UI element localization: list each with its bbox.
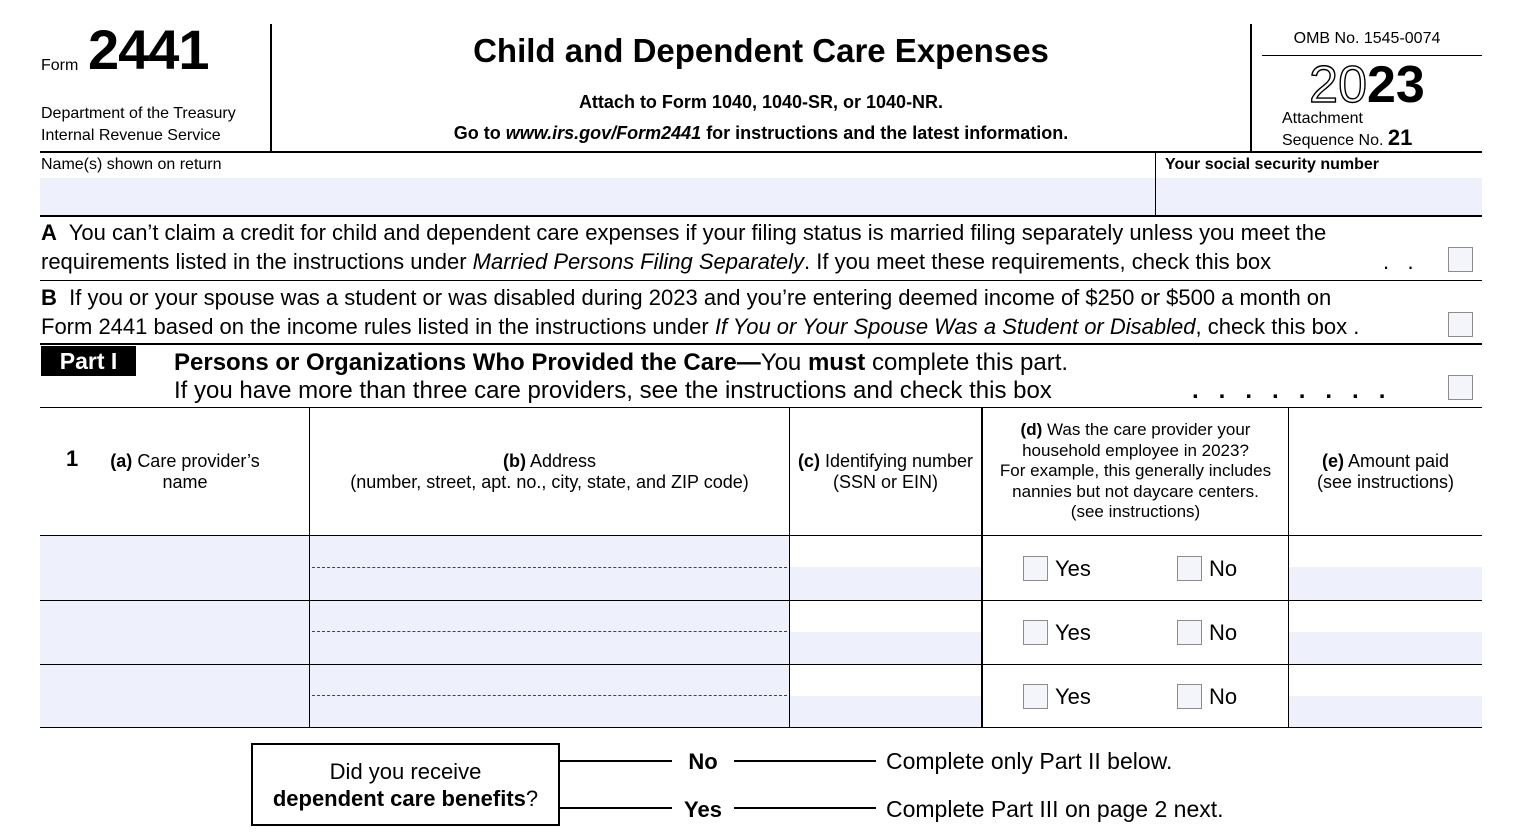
benefits-question-bold: dependent care benefits [272,786,526,811]
col-d-line-5: (see instructions) [1070,502,1201,521]
col-e-line-1: Amount paid [1347,451,1450,471]
part-1-rule [40,407,1482,408]
question-a-rule [40,280,1482,281]
col-b-title [310,451,789,472]
sequence-text: Sequence No. [1282,132,1384,149]
question-a-line-1 [41,219,1326,246]
question-a-letter: A [41,220,57,245]
household-employee-yes-checkbox[interactable] [1023,620,1048,645]
col-e-title [1289,451,1482,472]
address-divider [312,695,787,696]
no-label: No [1209,620,1238,645]
col-a-line-2: name [162,472,208,492]
form-word: Form [41,57,79,74]
form-title: Child and Dependent Care Expenses [473,32,1049,69]
no-label: No [1209,556,1238,581]
household-employee-no-checkbox[interactable] [1177,684,1202,709]
col-c-letter: (c) [797,451,820,471]
question-a-italic: Married Persons Filing Separately [472,249,805,274]
address-divider [312,631,787,632]
goto-post: for instructions and the latest information. [701,123,1069,143]
attach-line: Attach to Form 1040, 1040-SR, or 1040-NR. [578,92,944,112]
part-1-checkbox[interactable] [1448,375,1473,400]
household-employee-no-checkbox[interactable] [1177,620,1202,645]
address-divider [312,567,787,568]
address-input[interactable] [310,665,789,727]
question-b-rule [40,343,1482,345]
care-provider-name-input[interactable] [40,665,309,727]
col-e-letter: (e) [1321,451,1344,471]
care-provider-name-input[interactable] [40,601,309,664]
yes-label: Yes [1055,684,1091,709]
identifying-number-input[interactable] [790,567,981,600]
col-b-line-1: Address [529,451,597,471]
part-1-title [174,349,1068,377]
col-a-header [60,446,310,493]
col-d-line-3: For example, this generally includes [999,461,1272,480]
identifying-number-input[interactable] [790,632,981,664]
part-1-instructions: If you have more than three care providers, see the instructions and check this box [174,377,1052,404]
col-b-line-2: (number, street, apt. no., city, state, and ZIP code) [350,472,749,492]
question-b-checkbox[interactable] [1448,312,1473,337]
amount-paid-input[interactable] [1289,632,1482,664]
question-b-post: , check this box . [1195,314,1360,339]
household-employee-no-checkbox[interactable] [1177,556,1202,581]
household-employee-yes-checkbox[interactable] [1023,684,1048,709]
benefits-question-line-1: Did you receive [329,759,482,784]
name-bottom-rule [40,215,1482,217]
benefits-question-line-2 [253,785,558,812]
header-bottom-rule [40,151,1482,153]
name-input[interactable] [40,178,1155,215]
col-d-line-4: nannies but not daycare centers. [1012,481,1259,501]
col-a-letter: (a) [110,451,133,471]
yes-label: Yes [1055,620,1091,645]
identifying-number-input[interactable] [790,696,981,727]
question-b-text-1: If you or your spouse was a student or was disabled during 2023 and you’re entering deemed income of $250 or $500 a month on [69,285,1332,310]
part-1-title-must: must [807,349,866,376]
col-b-letter: (b) [502,451,526,471]
question-a-post: . If you meet these requirements, check this box [804,249,1272,274]
question-a-pre: requirements listed in the instructions under [41,249,473,274]
part-1-title-you: You [760,349,808,376]
question-b-line-2 [41,313,1359,340]
col-a-title [60,451,310,472]
col-a-line-1: Care provider’s [137,451,260,471]
question-b-italic: If You or Your Spouse Was a Student or Disabled [714,314,1196,339]
ssn-input[interactable] [1156,178,1482,215]
amount-paid-input[interactable] [1289,567,1482,600]
col-b-header [310,451,789,493]
sequence-label [1282,125,1413,150]
part-1-badge: Part I [41,346,136,376]
amount-paid-input[interactable] [1289,696,1482,727]
address-input[interactable] [310,601,789,664]
sequence-number: 21 [1387,125,1413,150]
care-provider-name-input[interactable] [40,536,309,600]
question-b-line-1 [41,284,1331,311]
line-number: 1 [66,446,79,471]
no-leader-line-left [560,760,672,762]
no-label: No [1209,684,1238,709]
ssn-label: Your social security number [1165,156,1379,173]
form-number: 2441 [88,18,209,81]
irs-url-link[interactable]: www.irs.gov/Form2441 [505,123,702,143]
col-e-header [1289,451,1482,493]
yes-leader-line-left [560,807,672,809]
col-c-header [790,451,981,493]
attachment-label: Attachment [1282,110,1363,127]
part-1-title-bold: Persons or Organizations Who Provided the Care— [174,349,761,376]
question-a-text-1: You can’t claim a credit for child and dependent care expenses if your filing status is married filing separately unless you meet the [68,220,1327,245]
yes-label: Yes [1055,556,1091,581]
goto-line [272,122,1250,144]
address-input[interactable] [310,536,789,600]
question-a-dots: . . [1383,249,1414,274]
question-a-checkbox[interactable] [1448,247,1473,272]
col-e-line-2: (see instructions) [1316,472,1455,492]
yes-leader-line-right [734,807,876,809]
benefits-question-box [251,743,560,826]
col-d-line-1: Was the care provider your [1047,420,1251,439]
col-d-header [983,420,1288,523]
no-leader-line-right [734,760,876,762]
household-employee-yes-checkbox[interactable] [1023,556,1048,581]
benefits-question-mark: ? [525,786,539,811]
tax-year [1252,56,1482,114]
question-a-line-2 [41,248,1271,275]
col-c-line-2: (SSN or EIN) [832,472,938,492]
question-b-letter: B [41,285,57,310]
year-bold: 23 [1367,56,1425,114]
col-d-letter: (d) [1020,420,1043,439]
name-label: Name(s) shown on return [41,156,222,173]
part-1-title-rest: complete this part. [865,349,1069,376]
agency-line-1: Department of the Treasury [41,105,236,122]
col-c-line-1: Identifying number [824,451,974,471]
col-d-line-2: household employee in 2023? [1022,440,1249,460]
goto-pre: Go to [453,123,506,143]
benefits-yes-label: Yes [684,797,722,822]
benefits-no-label: No [688,749,718,774]
benefits-yes-result: Complete Part III on page 2 next. [886,796,1224,822]
agency-line-2: Internal Revenue Service [41,127,221,144]
question-b-pre: Form 2441 based on the income rules listed in the instructions under [41,314,715,339]
year-outline: 20 [1309,56,1367,114]
table-bottom-rule [40,727,1482,728]
omb-number: OMB No. 1545-0074 [1293,30,1441,47]
col-c-title [790,451,981,472]
col-d-title [983,420,1288,441]
benefits-no-result: Complete only Part II below. [886,748,1173,774]
part-1-dots: . . . . . . . . [1192,377,1386,404]
